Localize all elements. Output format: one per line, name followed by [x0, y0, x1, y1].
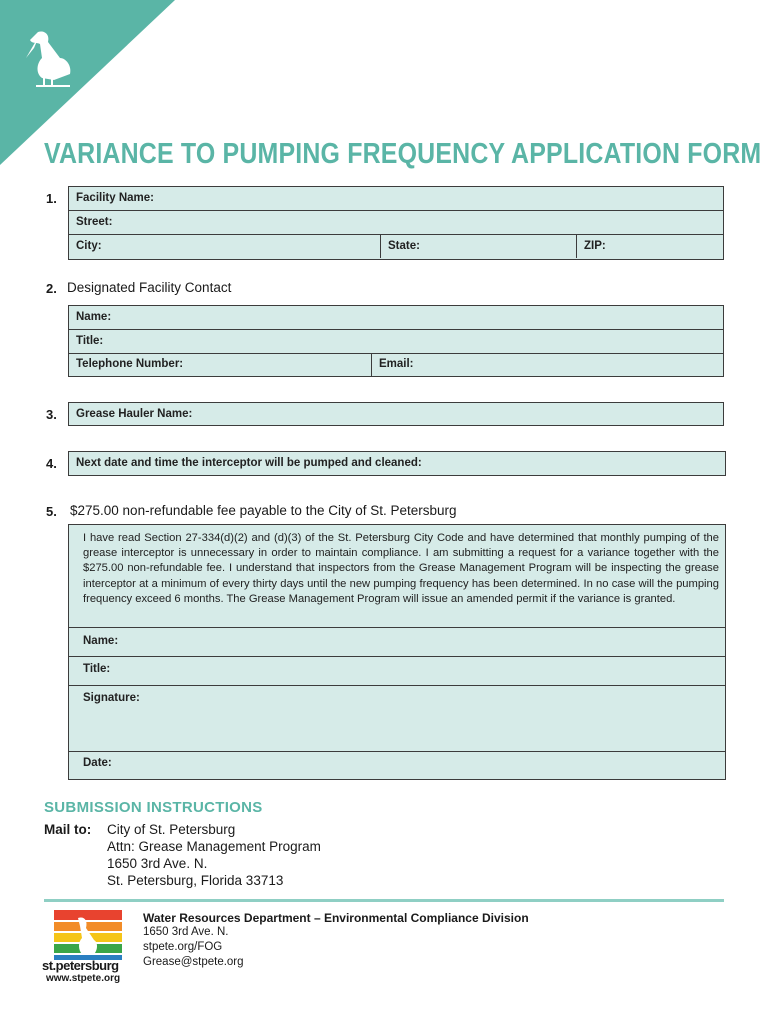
next-date-label: Next date and time the interceptor will be pumped and cleaned:: [76, 457, 422, 469]
logo-wordmark: st.petersburg: [42, 958, 119, 973]
address-line: Attn: Grease Management Program: [107, 839, 321, 854]
state-field[interactable]: [380, 235, 576, 258]
section-5-label: $275.00 non-refundable fee payable to the City of St. Petersburg: [70, 503, 457, 518]
section-3-number: 3.: [46, 407, 57, 422]
certification-statement: I have read Section 27-334(d)(2) and (d)(3) of the St. Petersburg City Code and have determined that monthly pumping of the grease interceptor is unnecessary in order to maintain compliance. I am submitting a request for a variance together with the $275.00 non-refundable fee. I understand that inspectors from the Grease Management Program will be inspecting the grease interceptor at a minimum of every thirty days until the new pumping frequency has been determined. In no case will the pumping frequency exceed 6 months. The Grease Management Program will issue an amended permit if the variance is granted.: [83, 532, 719, 605]
signature-label: Signature:: [83, 692, 140, 704]
telephone-label: Telephone Number:: [76, 358, 184, 370]
email-label: Email:: [379, 358, 414, 370]
logo-url: www.stpete.org: [46, 973, 121, 984]
zip-label: ZIP:: [584, 240, 606, 252]
phone-email-row: [69, 354, 723, 376]
contact-title-field[interactable]: [69, 330, 723, 354]
section-5-number: 5.: [46, 504, 57, 519]
address-line: St. Petersburg, Florida 33713: [107, 873, 284, 888]
footer-address: 1650 3rd Ave. N.: [143, 926, 229, 938]
section-2-label: Designated Facility Contact: [67, 280, 232, 295]
facility-name-label: Facility Name:: [76, 192, 154, 204]
grease-hauler-field[interactable]: [68, 402, 724, 426]
telephone-field[interactable]: [69, 354, 371, 376]
contact-name-field[interactable]: [69, 306, 723, 330]
applicant-title-label: Title:: [83, 663, 111, 675]
city-field[interactable]: [69, 235, 380, 258]
section-4-number: 4.: [46, 456, 57, 471]
zip-field[interactable]: [576, 235, 722, 258]
facility-name-field[interactable]: [69, 187, 723, 211]
signature-field[interactable]: [69, 686, 725, 752]
department-name: Water Resources Department – Environmental Compliance Division: [143, 911, 529, 925]
email-field[interactable]: [371, 354, 722, 376]
certification-statement-row: [69, 525, 725, 628]
address-line: City of St. Petersburg: [107, 822, 236, 837]
applicant-title-field[interactable]: [69, 657, 725, 686]
contact-box: [68, 305, 724, 377]
state-label: State:: [388, 240, 420, 252]
applicant-name-field[interactable]: [69, 628, 725, 657]
submission-heading: SUBMISSION INSTRUCTIONS: [44, 799, 263, 816]
footer-web-link[interactable]: stpete.org/FOG: [143, 941, 223, 953]
next-date-field[interactable]: [68, 451, 726, 476]
footer-email-link[interactable]: Grease@stpete.org: [143, 956, 244, 968]
mail-to-label: Mail to:: [44, 822, 92, 837]
street-field[interactable]: [69, 211, 723, 235]
date-label: Date:: [83, 757, 112, 769]
certification-box: [68, 524, 726, 780]
section-2-number: 2.: [46, 281, 57, 296]
city-label: City:: [76, 240, 102, 252]
city-state-zip-row: [69, 235, 723, 258]
footer-divider: [44, 899, 724, 902]
date-field[interactable]: [69, 752, 725, 778]
address-line: 1650 3rd Ave. N.: [107, 856, 208, 871]
grease-hauler-label: Grease Hauler Name:: [76, 408, 193, 420]
contact-title-label: Title:: [76, 335, 104, 347]
facility-info-box: [68, 186, 724, 260]
contact-name-label: Name:: [76, 311, 112, 323]
page-title: VARIANCE TO PUMPING FREQUENCY APPLICATION FORM: [44, 138, 762, 170]
applicant-name-label: Name:: [83, 635, 119, 647]
street-label: Street:: [76, 216, 113, 228]
section-1-number: 1.: [46, 191, 57, 206]
